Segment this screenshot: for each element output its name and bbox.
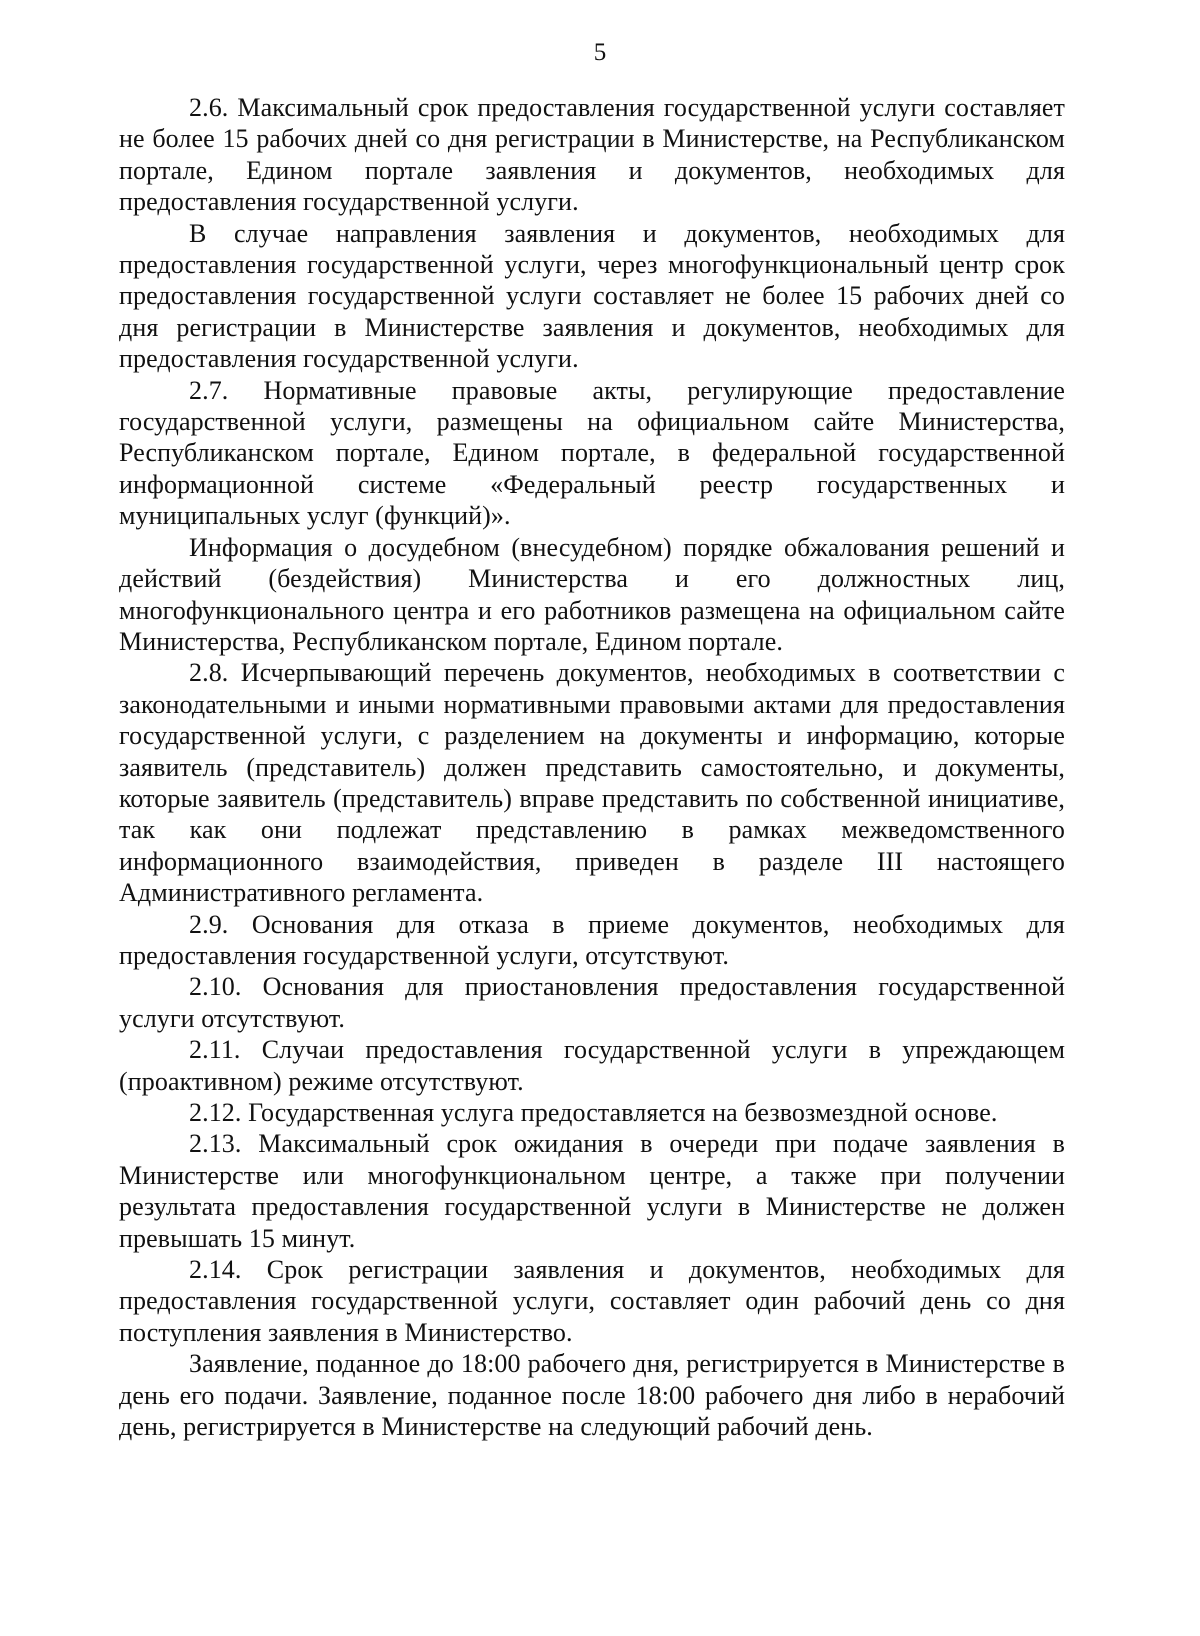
paragraph-2-11: 2.11. Случаи предоставления государственной услуги в упреждающем (проактивном) режиме отсутствуют. bbox=[119, 1035, 1065, 1096]
paragraph-2-13: 2.13. Максимальный срок ожидания в очереди при подаче заявления в Министерстве или многофункциональном центре, а также при получении результата предоставления государственной услуги в Министерстве не должен превышать 15 минут. bbox=[119, 1129, 1065, 1253]
paragraph-2-12: 2.12. Государственная услуга предоставляется на безвозмездной основе. bbox=[189, 1098, 998, 1127]
paragraph-2-6: 2.6. Максимальный срок предоставления государственной услуги составляет не более 15 рабочих дней со дня регистрации в Министерстве, на Республиканском портале, Едином портале заявления и документов, необходимых для предоставления государственной услуги. bbox=[119, 93, 1065, 217]
paragraph-2-7: 2.7. Нормативные правовые акты, регулирующие предоставление государственной услуги, размещены на официальном сайте Министерства, Республиканском портале, Едином портале, в федеральной государственной информационной системе «Федеральный реестр государственных и муниципальных услуг (функций)». bbox=[119, 375, 1065, 531]
page-number: 5 bbox=[593, 39, 607, 66]
document-body bbox=[119, 92, 1065, 1442]
paragraph-2-6-mfc: В случае направления заявления и документов, необходимых для предоставления государственной услуги, через многофункциональный центр срок предоставления государственной услуги составляет не более 15 рабочих дней со дня регистрации в Министерстве заявления и документов, необходимых для предоставления государственной услуги. bbox=[119, 218, 1065, 374]
paragraph-2-10: 2.10. Основания для приостановления предоставления государственной услуги отсутствуют. bbox=[119, 972, 1065, 1033]
paragraph-2-7-appeal: Информация о досудебном (внесудебном) порядке обжалования решений и действий (бездействия) Министерства и его должностных лиц, многофункционального центра и его работников размещена на официальном сайте Министерства, Республиканском портале, Едином портале. bbox=[119, 532, 1065, 656]
paragraph-2-8: 2.8. Исчерпывающий перечень документов, необходимых в соответствии с законодательными и иными нормативными правовыми актами для предоставления государственной услуги, с разделением на документы и информацию, которые заявитель (представитель) должен представить самостоятельно, и документы, которые заявитель (представитель) вправе представить по собственной инициативе, так как они подлежат представлению в рамках межведомственного информационного взаимодействия, приведен в разделе III настоящего Административного регламента. bbox=[119, 658, 1065, 908]
paragraph-2-14: 2.14. Срок регистрации заявления и документов, необходимых для предоставления государственной услуги, составляет один рабочий день со дня поступления заявления в Министерство. bbox=[119, 1255, 1065, 1347]
paragraph-2-9: 2.9. Основания для отказа в приеме документов, необходимых для предоставления государственной услуги, отсутствуют. bbox=[119, 909, 1065, 970]
paragraph-2-14-registration: Заявление, поданное до 18:00 рабочего дня, регистрируется в Министерстве в день его подачи. Заявление, поданное после 18:00 рабочего дня либо в нерабочий день, регистрируется в Министерстве на следующий рабочий день. bbox=[119, 1349, 1065, 1442]
